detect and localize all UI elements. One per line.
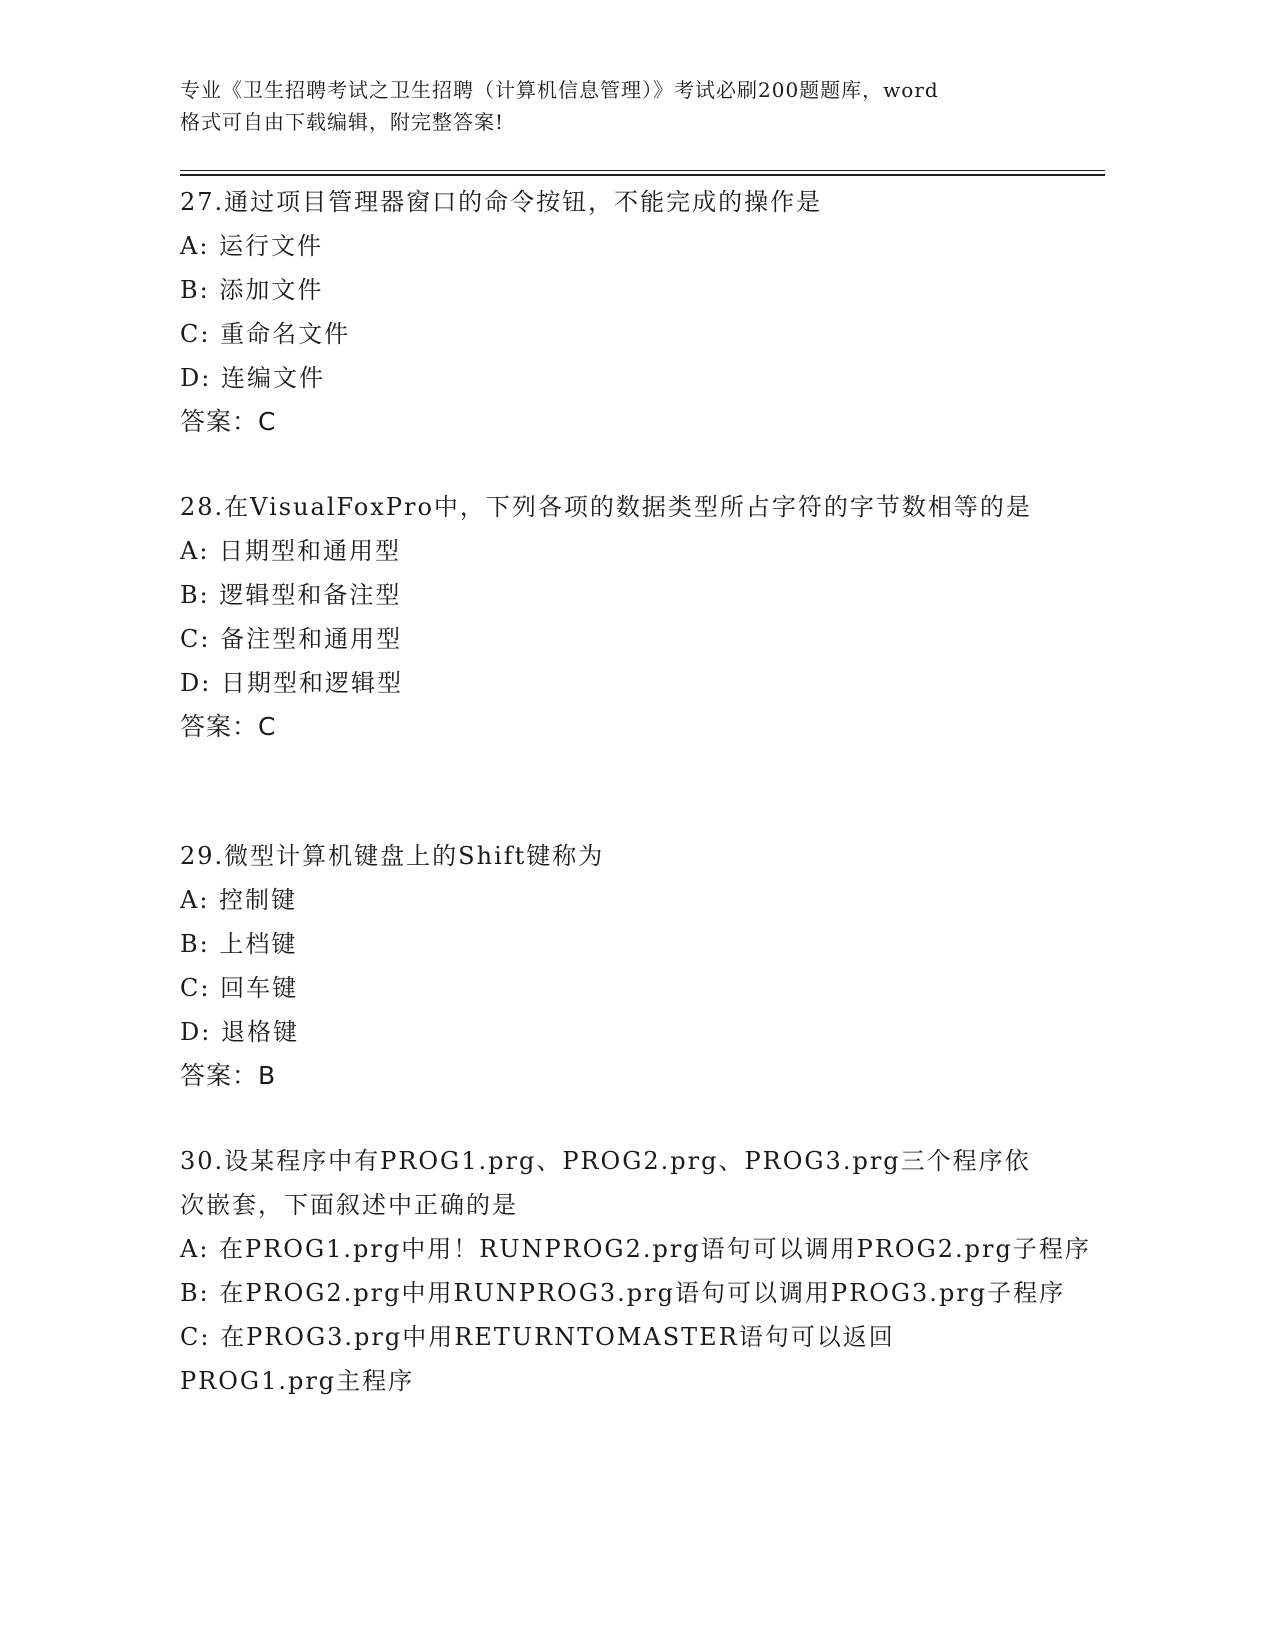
option-b: B: 逻辑型和备注型 — [180, 581, 402, 609]
question-stem: 28.在VisualFoxPro中，下列各项的数据类型所占字符的字节数相等的是 — [180, 493, 1032, 521]
header-line-2: 格式可自由下载编辑，附完整答案! — [180, 110, 505, 134]
option-b: B: 添加文件 — [180, 276, 324, 304]
option-d: D: 退格键 — [180, 1018, 299, 1046]
question-30 — [180, 1139, 1091, 1403]
question-29 — [180, 834, 1040, 1098]
option-d: D: 连编文件 — [180, 364, 325, 392]
option-a: A: 日期型和通用型 — [180, 537, 402, 565]
option-b: B: 在PROG2.prg中用RUNPROG3.prg语句可以调用PROG3.prg子程序 — [180, 1279, 1066, 1307]
header-divider-thin — [180, 170, 1105, 171]
header-divider-thick — [180, 174, 1105, 176]
question-stem: 29.微型计算机键盘上的Shift键称为 — [180, 842, 605, 870]
question-stem: 30.设某程序中有PROG1.prg、PROG2.prg、PROG3.prg三个程序依次嵌套，下面叙述中正确的是 — [180, 1147, 1031, 1219]
option-c: C: 回车键 — [180, 974, 299, 1002]
document-header — [180, 74, 1060, 138]
answer: 答案：C — [180, 407, 277, 436]
option-c: C: 备注型和通用型 — [180, 625, 403, 653]
option-a: A: 控制键 — [180, 886, 298, 914]
answer: 答案：B — [180, 1061, 277, 1090]
header-line-1: 专业《卫生招聘考试之卫生招聘（计算机信息管理）》考试必刷200题题库，word — [180, 78, 939, 102]
question-stem: 27.通过项目管理器窗口的命令按钮，不能完成的操作是 — [180, 188, 823, 216]
question-27 — [180, 180, 1040, 444]
answer: 答案：C — [180, 712, 277, 741]
option-a: A: 在PROG1.prg中用！RUNPROG2.prg语句可以调用PROG2.prg子程序 — [180, 1235, 1091, 1263]
option-c: C: 重命名文件 — [180, 320, 351, 348]
option-b: B: 上档键 — [180, 930, 298, 958]
option-d: D: 日期型和逻辑型 — [180, 669, 403, 697]
option-a: A: 运行文件 — [180, 232, 324, 260]
question-28 — [180, 485, 1040, 749]
option-c: C: 在PROG3.prg中用RETURNTOMASTER语句可以返回PROG1.prg主程序 — [180, 1323, 895, 1395]
